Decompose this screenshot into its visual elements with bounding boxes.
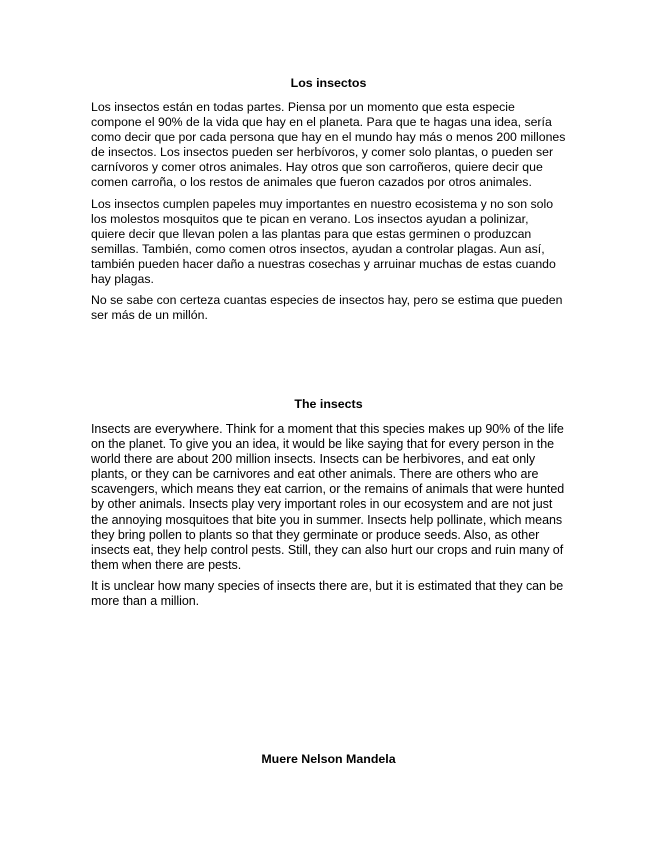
mandela-article-title: Muere Nelson Mandela bbox=[261, 752, 396, 766]
spanish-paragraph-2: Los insectos cumplen papeles muy importantes en nuestro ecosistema y no son solo los molestos mosquitos que te pican en verano. Los insectos ayudan a polinizar, quiere decir que llevan polen a las plantas para que estas germinen o produzcan semillas. También, como comen otros insectos, ayudan a controlar plagas. Aun así, también pueden hacer daño a nuestras cosechas y arruinar muchas de estas cuando hay plagas. bbox=[91, 196, 556, 287]
english-paragraph-2: It is unclear how many species of insects there are, but it is estimated that they can be more than a million. bbox=[91, 578, 564, 609]
spanish-article bbox=[91, 76, 566, 329]
english-paragraph-1: Insects are everywhere. Think for a moment that this species makes up 90% of the life on the planet. To give you an idea, it would be like saying that for every person in the world there are about 200 million insects. Insects can be herbivores, and eat only plants, or they can be carnivores and eat other animals. There are others who are scavengers, which means they eat carrion, or the remains of animals that were hunted by other animals. Insects play very important roles in our ecosystem and are not just the annoying mosquitoes that bite you in summer. Insects help pollinate, which means they bring pollen to plants so that they germinate or produce seeds. Also, as other insects eat, they help control pests. Still, they can also hurt our crops and ruin many of them when there are pests. bbox=[91, 422, 565, 572]
english-article bbox=[91, 397, 566, 615]
english-article-title: The insects bbox=[294, 397, 363, 411]
spanish-article-title: Los insectos bbox=[290, 76, 367, 90]
mandela-article bbox=[91, 752, 566, 767]
spanish-paragraph-3: No se sabe con certeza cuantas especies de insectos hay, pero se estima que pueden ser más de un millón. bbox=[91, 293, 563, 323]
spanish-paragraph-1: Los insectos están en todas partes. Piensa por un momento que esta especie compone el 90% de la vida que hay en el planeta. Para que te hagas una idea, sería como decir que por cada persona que hay en el mundo hay más o menos 200 millones de insectos. Los insectos pueden ser herbívoros, y comer solo plantas, o pueden ser carnívoros y comer otros animales. Hay otros que son carroñeros, quiere decir que comen carroña, o los restos de animales que fueron cazados por otros animales. bbox=[91, 100, 566, 190]
